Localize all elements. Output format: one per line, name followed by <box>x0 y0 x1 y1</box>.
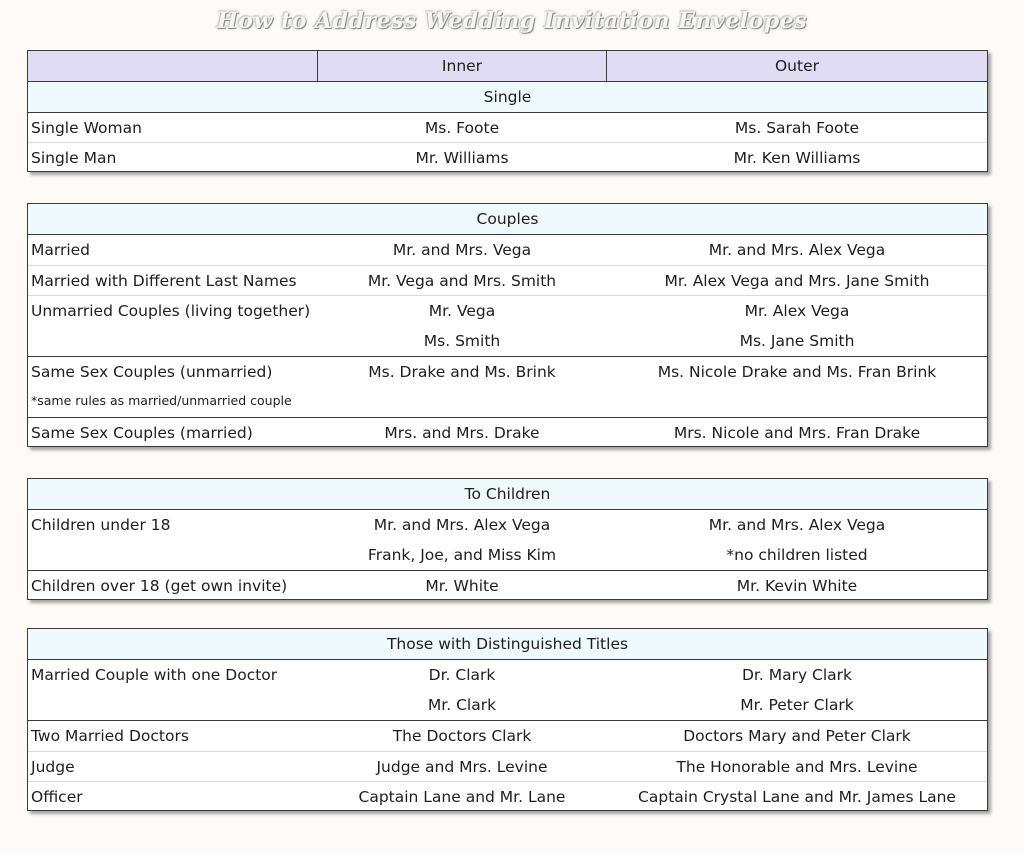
outer-envelope: Ms. Jane Smith <box>739 331 855 350</box>
table-row <box>28 112 987 142</box>
table-row <box>28 659 987 689</box>
table-row <box>28 751 987 781</box>
table-row <box>28 781 987 811</box>
table-row <box>28 509 987 539</box>
footnote: *same rules as married/unmarried couple <box>31 393 292 409</box>
address-type <box>31 326 316 356</box>
outer-envelope: Captain Crystal Lane and Mr. James Lane <box>638 787 956 806</box>
section-header-titles: Those with Distinguished Titles <box>28 629 987 659</box>
outer-envelope: Doctors Mary and Peter Clark <box>683 727 911 746</box>
address-type: Officer <box>31 787 83 806</box>
outer-envelope: Mr. and Mrs. Alex Vega <box>708 241 886 260</box>
column-header-type <box>31 51 316 81</box>
address-type: Single Woman <box>31 118 142 137</box>
table-row <box>28 720 987 750</box>
outer-envelope: Mr. Ken Williams <box>733 149 861 168</box>
inner-envelope <box>318 386 606 416</box>
inner-envelope: Mr. and Mrs. Alex Vega <box>373 516 551 535</box>
table-row <box>28 570 987 600</box>
address-type: Married <box>31 241 91 260</box>
outer-envelope: Mr. and Mrs. Alex Vega <box>708 516 886 535</box>
address-type: Children over 18 (get own invite) <box>31 577 288 596</box>
table-row <box>28 356 987 386</box>
outer-envelope: Mr. Kevin White <box>736 577 858 596</box>
address-type <box>31 690 316 720</box>
inner-envelope: The Doctors Clark <box>392 727 532 746</box>
section-header-children: To Children <box>28 479 987 509</box>
outer-envelope: The Honorable and Mrs. Levine <box>676 757 918 776</box>
table-row <box>28 326 987 356</box>
address-type: Two Married Doctors <box>31 727 189 746</box>
table-row <box>28 417 987 447</box>
table-row <box>28 142 987 172</box>
inner-envelope: Mr. Clark <box>427 695 497 714</box>
inner-envelope: Mrs. and Mrs. Drake <box>384 423 540 442</box>
section-header-single: Single <box>28 81 987 111</box>
table-row <box>28 540 987 570</box>
inner-envelope: Ms. Foote <box>424 118 500 137</box>
column-header-outer: Outer <box>606 51 987 81</box>
outer-envelope <box>607 386 987 416</box>
address-type: Single Man <box>31 149 117 168</box>
inner-envelope: Judge and Mrs. Levine <box>376 757 548 776</box>
table-row <box>28 386 987 416</box>
inner-envelope: Mr. Vega and Mrs. Smith <box>367 271 557 290</box>
outer-envelope: Mr. Alex Vega <box>744 302 850 321</box>
address-type: Married with Different Last Names <box>31 271 297 290</box>
outer-envelope: *no children listed <box>726 545 868 564</box>
inner-envelope: Mr. Williams <box>415 149 509 168</box>
address-type: Same Sex Couples (married) <box>31 423 253 442</box>
children-table <box>27 478 988 600</box>
column-header-inner: Inner <box>317 51 606 81</box>
address-type: Judge <box>31 757 75 776</box>
outer-envelope: Ms. Nicole Drake and Ms. Fran Brink <box>657 362 937 381</box>
couples-table <box>27 203 988 447</box>
address-type: Same Sex Couples (unmarried) <box>31 362 273 381</box>
inner-envelope: Mr. White <box>425 577 499 596</box>
section-header-couples: Couples <box>28 204 987 234</box>
address-type <box>31 540 316 570</box>
inner-envelope: Frank, Joe, and Miss Kim <box>367 545 557 564</box>
inner-envelope: Dr. Clark <box>428 666 496 685</box>
single-table <box>27 50 988 172</box>
outer-envelope: Mr. Peter Clark <box>740 695 854 714</box>
titles-table <box>27 628 988 811</box>
outer-envelope: Mrs. Nicole and Mrs. Fran Drake <box>673 423 921 442</box>
column-header-row <box>28 51 987 81</box>
inner-envelope: Ms. Smith <box>423 331 501 350</box>
table-row <box>28 690 987 720</box>
table-row <box>28 265 987 295</box>
outer-envelope: Ms. Sarah Foote <box>734 118 860 137</box>
inner-envelope: Mr. Vega <box>428 302 496 321</box>
page-title: How to Address Wedding Invitation Envelopes <box>216 8 807 34</box>
outer-envelope: Mr. Alex Vega and Mrs. Jane Smith <box>664 271 930 290</box>
address-type: Unmarried Couples (living together) <box>31 302 311 321</box>
table-row <box>28 234 987 264</box>
inner-envelope: Captain Lane and Mr. Lane <box>358 787 566 806</box>
table-row <box>28 295 987 325</box>
address-type: Married Couple with one Doctor <box>31 666 278 685</box>
inner-envelope: Ms. Drake and Ms. Brink <box>368 362 556 381</box>
inner-envelope: Mr. and Mrs. Vega <box>392 241 532 260</box>
outer-envelope: Dr. Mary Clark <box>741 666 853 685</box>
address-type: Children under 18 <box>31 516 171 535</box>
